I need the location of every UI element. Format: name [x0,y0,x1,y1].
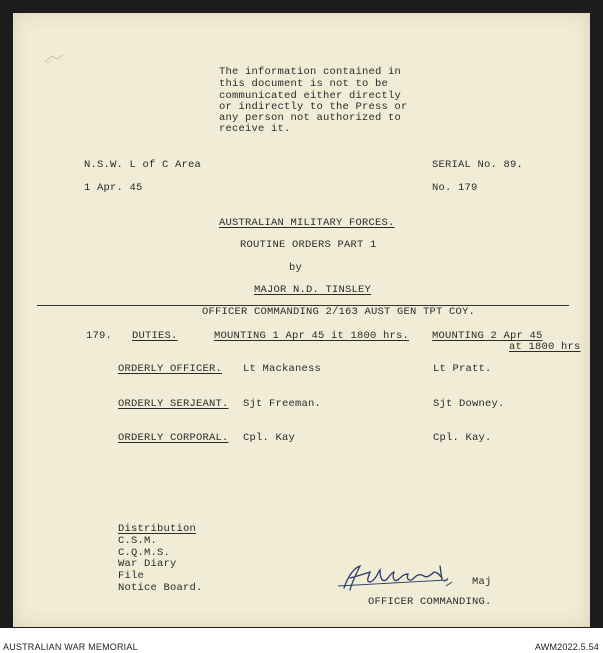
notice-line-1: The information contained in [219,66,402,78]
order-number: No. 179 [432,182,478,194]
notice-line-2: this document is not to be [219,78,389,90]
distribution-item: Notice Board. [118,582,203,594]
notice-line-6: receive it. [219,123,291,135]
distribution-heading: Distribution [118,523,197,535]
distribution-item: C.Q.M.S. [118,547,171,559]
duty-role-officer: ORDERLY OFFICER. [118,363,223,375]
handwritten-signature [330,558,460,594]
area-label: N.S.W. L of C Area [84,159,202,171]
command-title: OFFICER COMMANDING 2/163 AUST GEN TPT COY. [202,306,476,318]
duty-day1-serjeant: Sjt Freeman. [243,398,322,410]
org-title: AUSTRALIAN MILITARY FORCES. [219,217,395,229]
distribution-item: War Diary [118,558,177,570]
duty-day2-corporal: Cpl. Kay. [433,432,492,444]
signature-title: OFFICER COMMANDING. [368,596,492,608]
duty-day1-corporal: Cpl. Kay [243,432,296,444]
orders-title: ROUTINE ORDERS PART 1 [240,239,377,251]
notice-line-3: communicated either directly [219,90,402,102]
duty-day2-officer: Lt Pratt. [433,363,492,375]
mounting-day-2: MOUNTING 2 Apr 45 [432,330,543,342]
footer-reference: AWM2022.5.54 [534,642,599,652]
paper-mark [43,52,65,66]
title-rule [37,305,569,306]
duty-role-corporal: ORDERLY CORPORAL. [118,432,229,444]
footer-bar [0,628,603,653]
footer-source: AUSTRALIAN WAR MEMORIAL [3,642,138,652]
distribution-item: C.S.M. [118,535,158,547]
duty-role-serjeant: ORDERLY SERJEANT. [118,398,229,410]
distribution-item: File [118,570,145,582]
notice-line-5: any person not authorized to [219,112,402,124]
serial-number: SERIAL No. 89. [432,159,524,171]
officer-name: MAJOR N.D. TINSLEY [254,284,372,296]
date-label: 1 Apr. 45 [84,182,143,194]
mounting-day-2-time: at 1800 hrs [509,341,581,353]
duty-day2-serjeant: Sjt Downey. [433,398,505,410]
by-label: by [289,262,303,274]
order-item-number: 179. [86,330,113,342]
notice-line-4: or indirectly to the Press or [219,101,408,113]
duties-label: DUTIES. [132,330,178,342]
mounting-day-1: MOUNTING 1 Apr 45 it 1800 hrs. [214,330,410,342]
signature-rank: Maj [472,576,492,588]
duty-day1-officer: Lt Mackaness [243,363,322,375]
